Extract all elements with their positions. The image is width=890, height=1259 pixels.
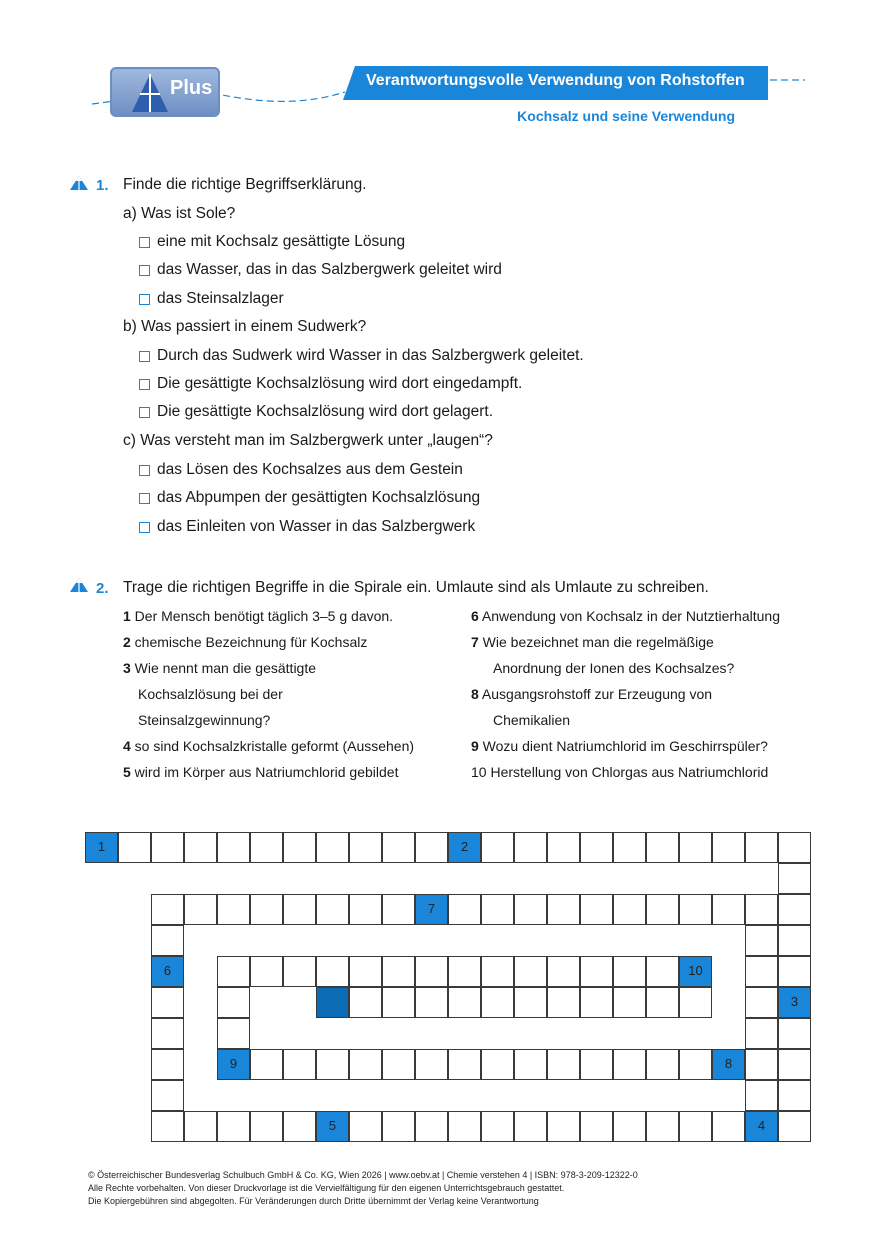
crossword-cell[interactable]	[514, 956, 547, 987]
crossword-number: 2	[460, 839, 469, 854]
crossword-cell[interactable]	[547, 832, 580, 863]
clue-1: 1 Der Mensch benötigt täglich 3–5 g davon.	[123, 608, 394, 624]
crossword-cell[interactable]	[778, 925, 811, 956]
crossword-cell[interactable]	[349, 956, 382, 987]
clue-number: 2	[123, 634, 131, 650]
crossword-cell[interactable]	[580, 1111, 613, 1142]
clue-3: 3 Wie nennt man die gesättigte	[123, 660, 317, 676]
crossword-cell[interactable]	[778, 832, 811, 863]
crossword-cell[interactable]	[481, 1111, 514, 1142]
task-1-number: 1.	[96, 177, 109, 194]
crossword-cell[interactable]	[283, 956, 316, 987]
crossword-number: 5	[328, 1118, 337, 1133]
crossword-cell[interactable]	[349, 987, 382, 1018]
clue-6: 6 Anwendung von Kochsalz in der Nutztierhaltung	[471, 608, 780, 624]
task-1-instruction: Finde die richtige Begriffserklärung.	[123, 176, 367, 193]
crossword-cell[interactable]	[217, 832, 250, 863]
clue-number: 6	[471, 608, 479, 624]
crossword-cell[interactable]	[547, 1049, 580, 1080]
crossword-cell[interactable]	[217, 987, 250, 1018]
option-a1[interactable]: eine mit Kochsalz gesättigte Lösung	[139, 233, 405, 251]
crossword-cell[interactable]	[415, 987, 448, 1018]
crossword-cell[interactable]	[481, 956, 514, 987]
option-b3[interactable]: Die gesättigte Kochsalzlösung wird dort gelagert.	[139, 403, 493, 421]
option-a2[interactable]: das Wasser, das in das Salzbergwerk geleitet wird	[139, 261, 502, 279]
clue-number: 10	[471, 764, 487, 780]
clue-7: 7 Wie bezeichnet man die regelmäßige	[471, 634, 714, 650]
crossword-cell[interactable]	[514, 894, 547, 925]
crossword-number: 3	[790, 994, 799, 1009]
crossword-cell[interactable]	[184, 1111, 217, 1142]
question-c: c) Was versteht man im Salzbergwerk unter „laugen“?	[123, 432, 493, 449]
crossword-start-cell-4[interactable]	[745, 1111, 778, 1142]
crossword-center-cell[interactable]	[316, 987, 349, 1018]
crossword-cell[interactable]	[580, 987, 613, 1018]
crossword-cell[interactable]	[481, 894, 514, 925]
crossword-cell[interactable]	[151, 832, 184, 863]
crossword-start-cell-1[interactable]	[85, 832, 118, 863]
crossword-cell[interactable]	[382, 1049, 415, 1080]
crossword-cell[interactable]	[151, 987, 184, 1018]
crossword-cell[interactable]	[514, 832, 547, 863]
option-b1[interactable]: Durch das Sudwerk wird Wasser in das Salzbergwerk geleitet.	[139, 347, 584, 365]
crossword-start-cell-9[interactable]	[217, 1049, 250, 1080]
crossword-cell[interactable]	[151, 925, 184, 956]
crossword-cell[interactable]	[448, 1049, 481, 1080]
crossword-cell[interactable]	[349, 832, 382, 863]
task-2-instruction: Trage die richtigen Begriffe in die Spirale ein. Umlaute sind als Umlaute zu schreiben.	[123, 579, 709, 596]
crossword-cell[interactable]	[745, 832, 778, 863]
clue-5: 5 wird im Körper aus Natriumchlorid gebildet	[123, 764, 399, 780]
checkbox[interactable]	[139, 265, 150, 276]
clue-7-cont: Anordnung der Ionen des Kochsalzes?	[493, 660, 735, 676]
crossword-cell[interactable]	[745, 1080, 778, 1111]
checkbox[interactable]	[139, 465, 150, 476]
clue-number: 3	[123, 660, 131, 676]
crossword-cell[interactable]	[547, 1111, 580, 1142]
crossword-cell[interactable]	[679, 1111, 712, 1142]
crossword-cell[interactable]	[217, 894, 250, 925]
crossword-cell[interactable]	[316, 894, 349, 925]
crossword-cell[interactable]	[778, 1049, 811, 1080]
crossword-cell[interactable]	[349, 1111, 382, 1142]
crossword-number: 8	[724, 1056, 733, 1071]
crossword-cell[interactable]	[382, 894, 415, 925]
crossword-cell[interactable]	[646, 832, 679, 863]
crossword-number: 9	[229, 1056, 238, 1071]
crossword-start-cell-3[interactable]	[778, 987, 811, 1018]
plus-logo	[110, 67, 220, 117]
crossword-cell[interactable]	[646, 1111, 679, 1142]
option-c2[interactable]: das Abpumpen der gesättigten Kochsalzlösung	[139, 489, 480, 507]
crossword-cell[interactable]	[151, 1049, 184, 1080]
crossword-cell[interactable]	[745, 987, 778, 1018]
crossword-start-cell-8[interactable]	[712, 1049, 745, 1080]
crossword-start-cell-6[interactable]	[151, 956, 184, 987]
crossword-cell[interactable]	[745, 1018, 778, 1049]
crossword-cell[interactable]	[250, 1111, 283, 1142]
crossword-cell[interactable]	[184, 894, 217, 925]
crossword-cell[interactable]	[448, 956, 481, 987]
crossword-cell[interactable]	[415, 1049, 448, 1080]
crossword-cell[interactable]	[184, 832, 217, 863]
task-1-mountain-icon	[70, 175, 90, 191]
clue-number: 4	[123, 738, 131, 754]
crossword-cell[interactable]	[613, 987, 646, 1018]
crossword-cell[interactable]	[778, 1111, 811, 1142]
crossword-cell[interactable]	[547, 987, 580, 1018]
crossword-cell[interactable]	[712, 1111, 745, 1142]
clue-9: 9 Wozu dient Natriumchlorid im Geschirrspüler?	[471, 738, 768, 754]
crossword-cell[interactable]	[745, 956, 778, 987]
crossword-cell[interactable]	[514, 1111, 547, 1142]
crossword-cell[interactable]	[580, 894, 613, 925]
crossword-cell[interactable]	[118, 832, 151, 863]
crossword-cell[interactable]	[712, 832, 745, 863]
checkbox[interactable]	[139, 237, 150, 248]
page-subtitle: Kochsalz und seine Verwendung	[517, 108, 735, 124]
option-a3[interactable]: das Steinsalzlager	[139, 290, 284, 308]
clue-8: 8 Ausgangsrohstoff zur Erzeugung von	[471, 686, 713, 702]
crossword-number: 4	[757, 1118, 766, 1133]
crossword-cell[interactable]	[646, 987, 679, 1018]
crossword-cell[interactable]	[613, 894, 646, 925]
crossword-cell[interactable]	[217, 1018, 250, 1049]
crossword-cell[interactable]	[679, 987, 712, 1018]
task-2-number: 2.	[96, 580, 109, 597]
crossword-cell[interactable]	[448, 987, 481, 1018]
crossword-cell[interactable]	[349, 1049, 382, 1080]
footer-rights: Alle Rechte vorbehalten. Von dieser Druckvorlage ist die Vervielfältigung für den eigenen Unterrichtsgebrauch gestattet.	[88, 1183, 565, 1193]
crossword-cell[interactable]	[646, 956, 679, 987]
clue-10: 10 Herstellung von Chlorgas aus Natriumchlorid	[471, 764, 769, 780]
crossword-start-cell-2[interactable]	[448, 832, 481, 863]
crossword-cell[interactable]	[448, 894, 481, 925]
crossword-cell[interactable]	[778, 956, 811, 987]
checkbox[interactable]	[139, 522, 150, 533]
crossword-cell[interactable]	[415, 832, 448, 863]
crossword-cell[interactable]	[316, 1049, 349, 1080]
clue-number: 8	[471, 686, 479, 702]
crossword-cell[interactable]	[778, 1080, 811, 1111]
crossword-cell[interactable]	[613, 956, 646, 987]
crossword-cell[interactable]	[283, 1049, 316, 1080]
crossword-cell[interactable]	[316, 832, 349, 863]
crossword-cell[interactable]	[580, 956, 613, 987]
crossword-cell[interactable]	[151, 1111, 184, 1142]
crossword-number: 6	[163, 963, 172, 978]
crossword-cell[interactable]	[514, 1049, 547, 1080]
banner-title: Verantwortungsvolle Verwendung von Rohstoffen	[366, 72, 745, 89]
clue-number: 1	[123, 608, 131, 624]
crossword-number: 10	[688, 963, 703, 978]
crossword-cell[interactable]	[151, 1018, 184, 1049]
logo-text: Plus	[170, 77, 213, 99]
crossword-cell[interactable]	[217, 1111, 250, 1142]
crossword-cell[interactable]	[481, 987, 514, 1018]
crossword-cell[interactable]	[745, 1049, 778, 1080]
clue-8-cont: Chemikalien	[493, 712, 571, 728]
crossword-cell[interactable]	[613, 832, 646, 863]
crossword-number: 7	[427, 901, 436, 916]
crossword-cell[interactable]	[646, 1049, 679, 1080]
crossword-cell[interactable]	[382, 987, 415, 1018]
crossword-cell[interactable]	[514, 987, 547, 1018]
crossword-cell[interactable]	[679, 894, 712, 925]
crossword-cell[interactable]	[250, 894, 283, 925]
crossword-cell[interactable]	[547, 956, 580, 987]
crossword-cell[interactable]	[646, 894, 679, 925]
crossword-cell[interactable]	[679, 832, 712, 863]
checkbox[interactable]	[139, 294, 150, 305]
crossword-start-cell-10[interactable]	[679, 956, 712, 987]
crossword-cell[interactable]	[778, 863, 811, 894]
crossword-cell[interactable]	[745, 894, 778, 925]
checkbox[interactable]	[139, 407, 150, 418]
checkbox[interactable]	[139, 351, 150, 362]
crossword-cell[interactable]	[349, 894, 382, 925]
crossword-cell[interactable]	[250, 1049, 283, 1080]
crossword-cell[interactable]	[580, 832, 613, 863]
crossword-cell[interactable]	[415, 1111, 448, 1142]
crossword-cell[interactable]	[415, 956, 448, 987]
crossword-cell[interactable]	[382, 832, 415, 863]
clue-3-cont: Kochsalzlösung bei der	[138, 686, 283, 702]
option-c3[interactable]: das Einleiten von Wasser in das Salzbergwerk	[139, 518, 475, 536]
crossword-cell[interactable]	[283, 894, 316, 925]
crossword-cell[interactable]	[217, 956, 250, 987]
crossword-cell[interactable]	[547, 894, 580, 925]
option-c1[interactable]: das Lösen des Kochsalzes aus dem Gestein	[139, 461, 463, 479]
crossword-start-cell-5[interactable]	[316, 1111, 349, 1142]
crossword-cell[interactable]	[778, 1018, 811, 1049]
crossword-cell[interactable]	[382, 1111, 415, 1142]
checkbox[interactable]	[139, 379, 150, 390]
question-b: b) Was passiert in einem Sudwerk?	[123, 318, 367, 335]
clue-number: 9	[471, 738, 479, 754]
crossword-number: 1	[97, 839, 106, 854]
crossword-cell[interactable]	[613, 1111, 646, 1142]
crossword-cell[interactable]	[283, 1111, 316, 1142]
footer-fees: Die Kopiergebühren sind abgegolten. Für Veränderungen durch Dritte übernimmt der Verlag keine Verantwortung	[88, 1196, 539, 1206]
question-a: a) Was ist Sole?	[123, 205, 236, 222]
crossword-cell[interactable]	[283, 832, 316, 863]
crossword-cell[interactable]	[778, 894, 811, 925]
option-b2[interactable]: Die gesättigte Kochsalzlösung wird dort eingedampft.	[139, 375, 522, 393]
triangle-logo-icon	[130, 72, 170, 114]
crossword-cell[interactable]	[316, 956, 349, 987]
crossword-start-cell-7[interactable]	[415, 894, 448, 925]
checkbox[interactable]	[139, 493, 150, 504]
crossword-cell[interactable]	[613, 1049, 646, 1080]
crossword-cell[interactable]	[151, 894, 184, 925]
crossword-cell[interactable]	[250, 832, 283, 863]
crossword-cell[interactable]	[580, 1049, 613, 1080]
clue-number: 5	[123, 764, 131, 780]
task-2-mountain-icon	[70, 577, 90, 593]
clue-3-cont: Steinsalzgewinnung?	[138, 712, 271, 728]
crossword-cell[interactable]	[250, 956, 283, 987]
crossword-cell[interactable]	[481, 1049, 514, 1080]
clue-2: 2 chemische Bezeichnung für Kochsalz	[123, 634, 368, 650]
crossword-cell[interactable]	[712, 894, 745, 925]
crossword-cell[interactable]	[448, 1111, 481, 1142]
crossword-cell[interactable]	[151, 1080, 184, 1111]
clue-4: 4 so sind Kochsalzkristalle geformt (Aussehen)	[123, 738, 415, 754]
crossword-cell[interactable]	[745, 925, 778, 956]
footer-copyright: © Österreichischer Bundesverlag Schulbuch GmbH & Co. KG, Wien 2026 | www.oebv.at | Chemie verstehen 4 | ISBN: 978-3-209-12322-0	[88, 1170, 638, 1180]
clue-number: 7	[471, 634, 479, 650]
crossword-cell[interactable]	[481, 832, 514, 863]
crossword-cell[interactable]	[679, 1049, 712, 1080]
crossword-cell[interactable]	[382, 956, 415, 987]
